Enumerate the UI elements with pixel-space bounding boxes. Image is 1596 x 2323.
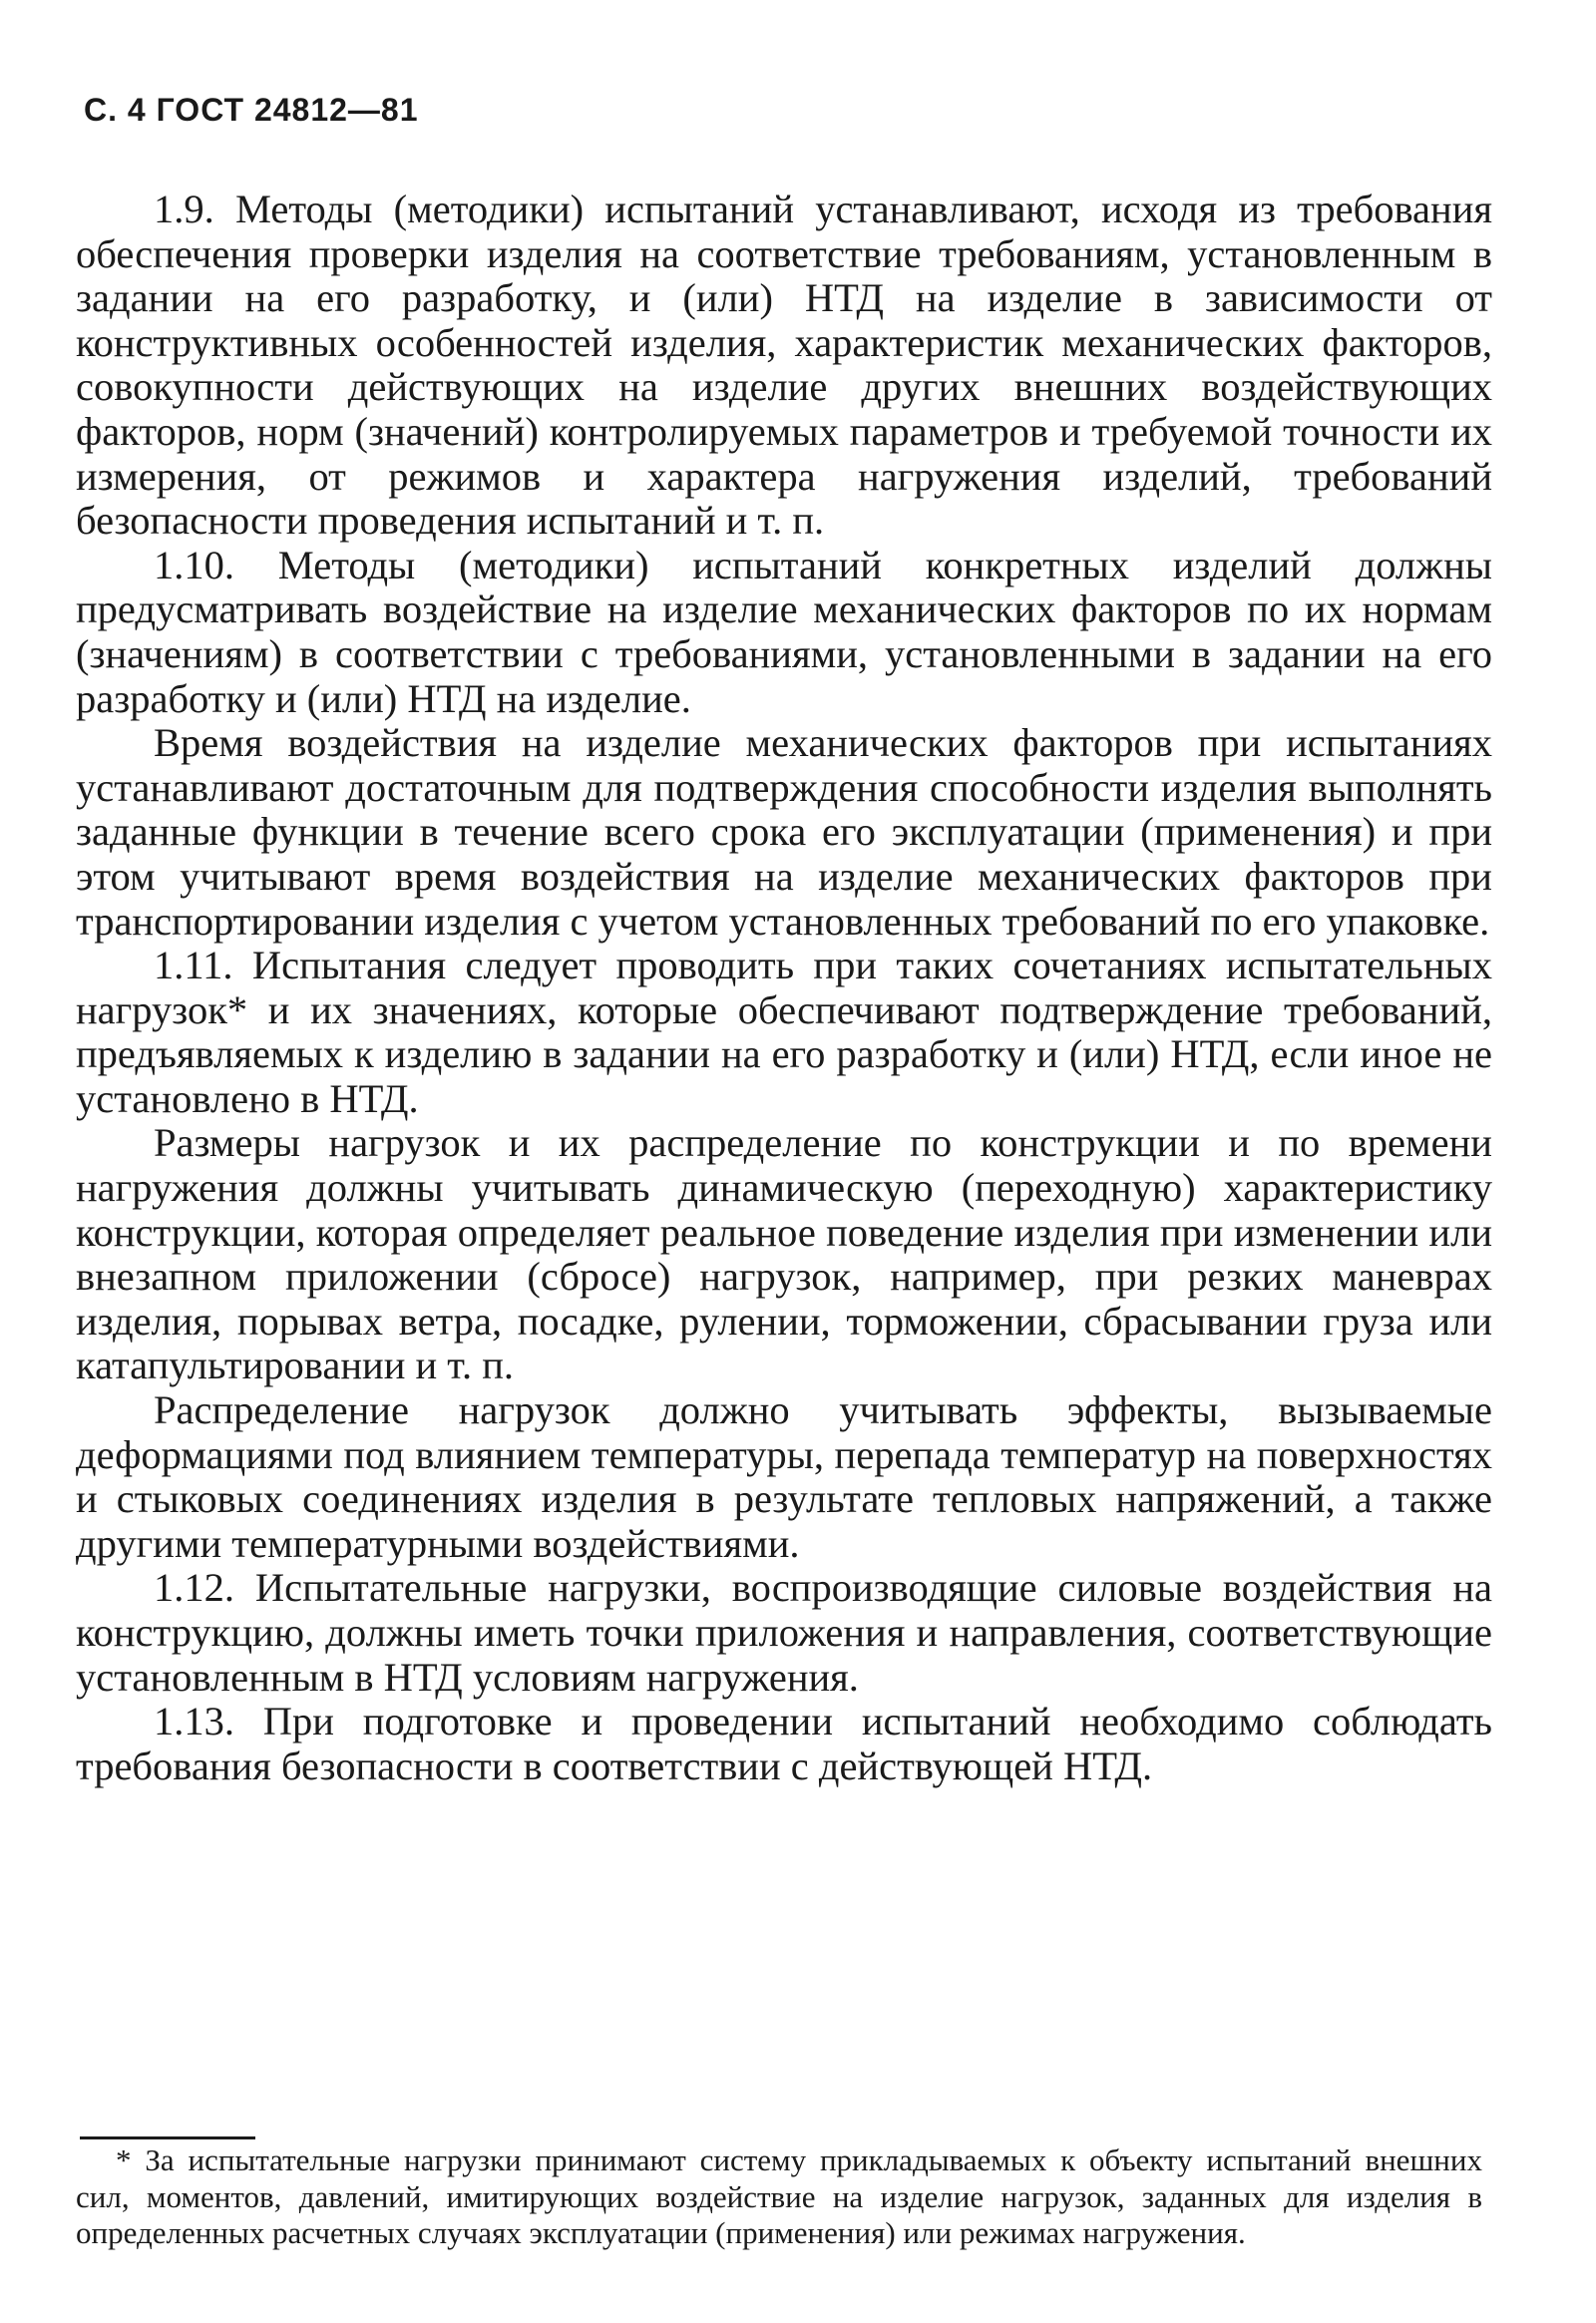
footnote xyxy=(76,2142,1482,2252)
body-text xyxy=(76,188,1492,1788)
paragraph-1-12: 1.12. Испытательные нагрузки, воспроизводящие силовые воздействия на конструкцию, должны иметь точки приложения и направления, соответствующие установленным в НТД условиям нагружения. xyxy=(76,1565,1492,1700)
paragraph-load-sizes: Размеры нагрузок и их распределение по конструкции и по времени нагружения должны учитывать динамическую (переходную) характеристику конструкции, которая определяет реальное поведение изделия при изменении или внезапном приложении (сбросе) нагрузок, например, при резких маневрах изделия, порывах ветра, посадке, рулении, торможении, сбрасывании груза или катапультировании и т. п. xyxy=(76,1120,1492,1388)
footnote-text: * За испытательные нагрузки принимают систему прикладываемых к объекту испытаний внешних сил, моментов, давлений, имитирующих воздействие на изделие нагрузок, заданных для изделия в определенных расчетных случаях эксплуатации (применения) или режимах нагружения. xyxy=(76,2142,1482,2250)
paragraph-1-13: 1.13. При подготовке и проведении испытаний необходимо соблюдать требования безопасности в соответствии с действующей НТД. xyxy=(76,1699,1492,1788)
paragraph-1-11: 1.11. Испытания следует проводить при таких сочетаниях испытательных нагрузок* и их значениях, которые обеспечивают подтверждение требований, предъявляемых к изделию в задании на его разработку и (или) НТД, если иное не установлено в НТД. xyxy=(76,943,1492,1121)
footnote-divider xyxy=(80,2136,255,2139)
paragraph-1-10: 1.10. Методы (методики) испытаний конкретных изделий должны предусматривать воздействие на изделие механических факторов по их нормам (значениям) в соответствии с требованиями, установленными в задании на его разработку и (или) НТД на изделие. xyxy=(76,542,1492,721)
paragraph-exposure-time: Время воздействия на изделие механических факторов при испытаниях устанавливают достаточным для подтверждения способности изделия выполнять заданные функции в течение всего срока его эксплуатации (применения) и при этом учитывают время воздействия на изделие механических факторов при транспортировании изделия с учетом установленных требований по его упаковке. xyxy=(76,720,1492,944)
page-header: С. 4 ГОСТ 24812—81 xyxy=(84,92,419,128)
paragraph-load-distribution: Распределение нагрузок должно учитывать эффекты, вызываемые деформациями под влиянием температуры, перепада температур на поверхностях и стыковых соединениях изделия в результате тепловых напряжений, а также другими температурными воздействиями. xyxy=(76,1387,1492,1566)
paragraph-1-9: 1.9. Методы (методики) испытаний устанавливают, исходя из требования обеспечения проверки изделия на соответствие требованиям, установленным в задании на его разработку, и (или) НТД на изделие в зависимости от конструктивных особенностей изделия, характеристик механических факторов, совокупности действующих на изделие других внешних воздействующих факторов, норм (значений) контролируемых параметров и требуемой точности их измерения, от режимов и характера нагружения изделий, требований безопасности проведения испытаний и т. п. xyxy=(76,187,1492,544)
